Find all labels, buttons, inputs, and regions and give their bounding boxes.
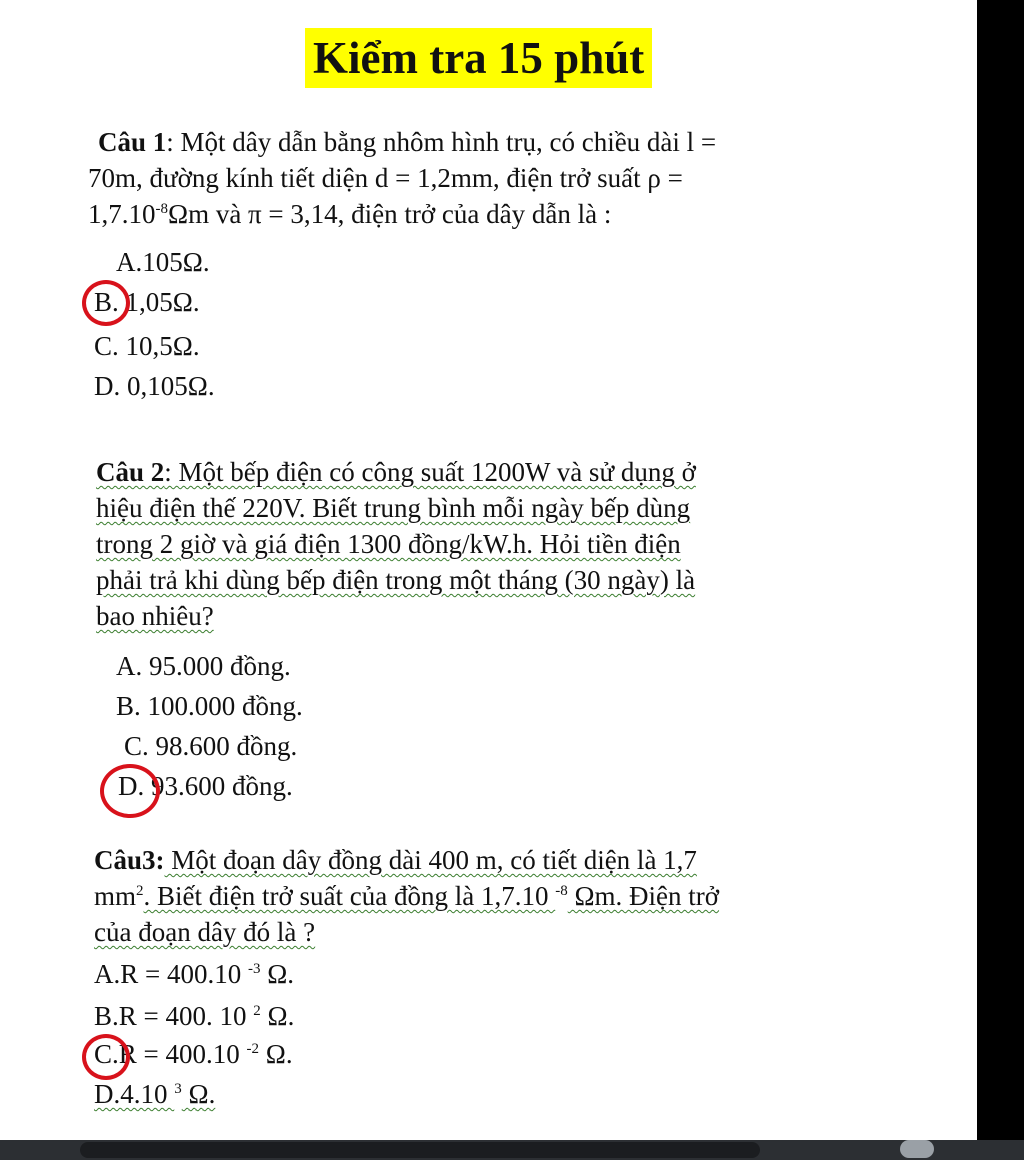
question-2-line-4: phải trả khi dùng bếp điện trong một tháng (30 ngày) là xyxy=(96,565,696,595)
question-1-label: Câu 1 xyxy=(98,127,167,157)
question-3-text xyxy=(94,842,894,950)
dark-side-margin xyxy=(977,0,1024,1160)
question-2-line-2: hiệu điện thế 220V. Biết trung bình mỗi ngày bếp dùng xyxy=(96,493,691,523)
question-2-option-c[interactable]: C. 98.600 đồng. xyxy=(124,731,298,761)
question-1-line-3: $1,7.10^{-8}\Omega m$ và π = 3,14, điện trở của dây dẫn là : xyxy=(88,199,612,229)
toolbar-pill xyxy=(80,1142,760,1158)
question-2-line-1: Câu 2: Một bếp điện có công suất 1200W và sử dụng ở xyxy=(96,457,696,487)
question-1-option-d[interactable]: D. 0,105Ω. xyxy=(94,371,215,401)
question-2-label: Câu 2 xyxy=(96,457,165,487)
question-1-option-b[interactable]: B. 1,05Ω. xyxy=(94,287,200,317)
question-3-option-b[interactable]: B.R = 400. 10 $^2$ Ω. xyxy=(94,1001,295,1031)
question-1-option-a[interactable]: A.105Ω. xyxy=(116,247,210,277)
question-2-option-d[interactable]: D. 93.600 đồng. xyxy=(118,771,293,801)
answer-circle-q3-c xyxy=(82,1034,130,1080)
answer-circle-q1-b xyxy=(82,280,130,326)
page-title: Kiểm tra 15 phút xyxy=(305,28,652,88)
toolbar-handle[interactable] xyxy=(900,1140,934,1158)
question-1-line-2: 70m, đường kính tiết diện d = 1,2mm, điện trở suất ρ = xyxy=(88,163,683,193)
question-3-option-a[interactable]: A.R = 400.10 $^{-3}$ Ω. xyxy=(94,959,295,989)
question-3-label: Câu3: xyxy=(94,845,165,875)
question-2-option-b[interactable]: B. 100.000 đồng. xyxy=(116,691,303,721)
question-3-line-2: $mm^2$. Biết điện trở suất của đồng là 1,7.10 $^{-8}$ Ωm. Điện trở xyxy=(94,881,720,911)
answer-circle-q2-d xyxy=(100,764,160,818)
question-3-option-c[interactable]: C.R = 400.10 $^{-2}$ Ω. xyxy=(94,1039,293,1069)
question-3-option-d[interactable]: D.4.10 $^3$ Ω. xyxy=(94,1079,216,1109)
question-1-line-1: Câu 1: Một dây dẫn bằng nhôm hình trụ, có chiều dài l = xyxy=(98,127,717,157)
question-1-text xyxy=(88,124,858,232)
question-2-line-3: trong 2 giờ và giá điện 1300 đồng/kW.h. Hỏi tiền điện xyxy=(96,529,681,559)
question-2-line-5: bao nhiêu? xyxy=(96,601,214,631)
question-2-option-a[interactable]: A. 95.000 đồng. xyxy=(116,651,291,681)
question-1-option-c[interactable]: C. 10,5Ω. xyxy=(94,331,200,361)
question-3-line-1: Câu3: Một đoạn dây đồng dài 400 m, có tiết diện là 1,7 xyxy=(94,845,697,875)
bottom-toolbar xyxy=(0,1140,1024,1160)
question-2-text xyxy=(96,454,886,634)
question-3-line-3: của đoạn dây đó là ? xyxy=(94,917,316,947)
